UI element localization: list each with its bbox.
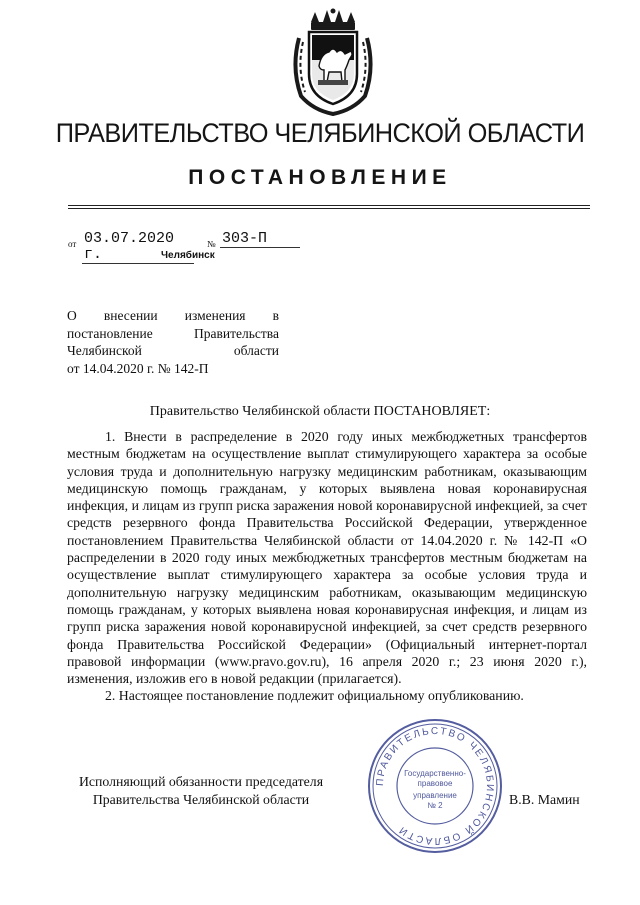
stamp-outer-text: ПРАВИТЕЛЬСТВО ЧЕЛЯБИНСКОЙ ОБЛАСТИ bbox=[374, 725, 496, 847]
header-divider-secondary bbox=[68, 208, 590, 209]
official-stamp bbox=[365, 716, 505, 856]
subject-line: О внесении изменения в bbox=[67, 308, 279, 323]
subject-line: Челябинской области bbox=[67, 343, 279, 358]
number-prefix: № bbox=[207, 239, 216, 249]
document-type-title: ПОСТАНОВЛЕНИЕ bbox=[188, 166, 452, 189]
document-subject bbox=[67, 307, 279, 377]
stamp-center-line: Государственно- bbox=[404, 769, 466, 778]
body-paragraph: 2. Настоящее постановление подлежит официальному опубликованию. bbox=[105, 688, 524, 704]
body-paragraph: 1. Внести в распределение в 2020 году иных межбюджетных трансфертов местным бюджетам на осуществление выплат стимулирующего характера за особые условия труда и дополнительную нагрузку медицинским работникам, оказывающим медицинскую помощь гражданам, у которых выявлена новая коронавирусная инфекция, и лицам из групп риска заражения новой коронавирусной инфекцией, за счет средств резервного фонда Правительства Российской Федерации, утвержденное постановлением Правительства Челябинской области от 14.04.2020 г. № 142-П «О распределении в 2020 году иных межбюджетных трансфертов местным бюджетам на осуществление выплат стимулирующего характера за особые условия труда и дополнительную нагрузку медицинским работникам, оказывающим медицинскую помощь гражданам, у которых выявлена новая коронавирусная инфекция, и лицам из групп риска заражения новой коронавирусной инфекцией, за счет средств резервного фонда Правительства Российской Федерации» (Официальный интернет-портал правовой информации (www.pravo.gov.ru), 16 апреля 2020 г.; 23 июня 2020 г.), изменения, изложив его в новой редакции (прилагается). bbox=[67, 429, 587, 687]
document-city: Челябинск bbox=[161, 250, 215, 261]
document-number: 303-П bbox=[220, 231, 300, 248]
header-divider bbox=[68, 205, 590, 206]
signatory-name: В.В. Мамин bbox=[509, 792, 580, 807]
date-prefix: от bbox=[68, 239, 77, 249]
subject-line: постановление Правительства bbox=[67, 325, 279, 341]
position-line: Правительства Челябинской области bbox=[92, 792, 310, 807]
coat-of-arms-emblem bbox=[289, 8, 377, 118]
stamp-center-line: № 2 bbox=[427, 801, 443, 810]
subject-line: от 14.04.2020 г. № 142-П bbox=[67, 360, 209, 376]
stamp-center-line: управление bbox=[413, 791, 457, 800]
document-body bbox=[67, 428, 587, 705]
position-line: Исполняющий обязанности председателя bbox=[78, 774, 324, 789]
organization-title: ПРАВИТЕЛЬСТВО ЧЕЛЯБИНСКОЙ ОБЛАСТИ bbox=[55, 118, 585, 148]
signatory-position bbox=[67, 773, 335, 809]
preamble: Правительство Челябинской области ПОСТАНОВЛЯЕТ: bbox=[149, 404, 491, 419]
document-date: 03.07.2020 г. bbox=[82, 231, 194, 264]
stamp-center-line: правовое bbox=[417, 779, 453, 788]
